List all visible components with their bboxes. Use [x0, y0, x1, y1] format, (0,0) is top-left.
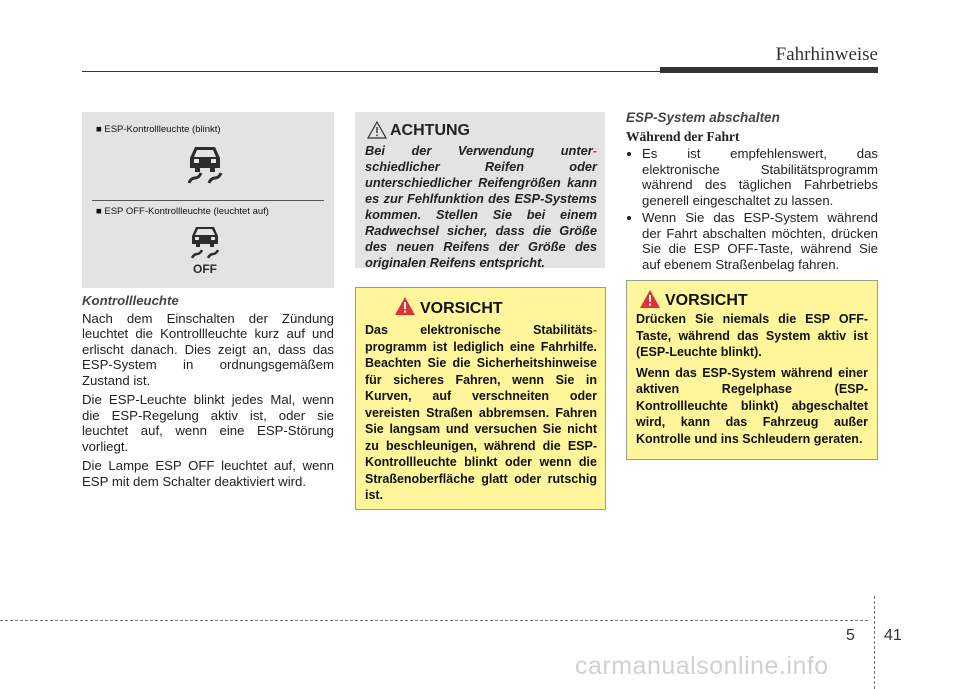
paragraph: Nach dem Einschalten der Zündung leuchtet die Kontrollleuchte kurz auf und erlischt danach. Dies zeigt an, dass das ESP-System in ordnungsgemäßem Zustand ist.: [82, 310, 334, 388]
watermark: carmanualsonline.info: [575, 652, 829, 680]
indicator-divider: [92, 200, 324, 201]
warning-triangle-icon: [639, 289, 661, 309]
esp-abschalten-section: [626, 110, 878, 274]
hyphen: -: [592, 143, 597, 158]
bullet-list: [626, 146, 878, 272]
esp-car-skid-icon: [183, 142, 227, 186]
waehrend-der-fahrt-heading: Während der Fahrt: [626, 128, 740, 144]
vorsicht-box-1: [355, 287, 606, 510]
esp-off-car-icon: [185, 224, 225, 260]
vorsicht-title: VORSICHT: [665, 292, 748, 309]
vorsicht-text-rest: programm ist lediglich eine Fahrhilfe. Beachten Sie die Sicherheitshinweise für sicheres Fahren, wenn Sie in Kurven, auf verschneiten oder vereisten Straßen abbremsen. Fahren Sie langsam und versuchen Sie nicht zu beschleunigen, während die ESP-Kontrollleuchte blinkt oder wenn die Straßenoberfläche glatt oder rutschig ist.: [365, 339, 597, 502]
hyphen: -: [592, 323, 597, 337]
vorsicht-paragraph: Wenn das ESP-System während einer aktiven Regelphase (ESP-Kontrollleuchte blinkt) abgeschaltet wird, kann das Fahrzeug außer Kontrolle und ins Schleudern geraten.: [636, 365, 868, 446]
page-number: 41: [884, 627, 902, 644]
vorsicht-box-2: [626, 280, 878, 460]
vorsicht-text: [636, 311, 868, 447]
warning-triangle-icon: [394, 296, 416, 316]
achtung-text-rest: schiedlicher Reifen oder unterschiedlicher Reifengrößen kann es zur Fehlfunktion des ESP-Systems kommen. Stellen Sie bei einem Radwechsel sicher, dass die Größe des neuen Reifens der Größe des originalen Reifens entspricht.: [365, 159, 597, 270]
kontrollleuchte-section: [82, 293, 334, 493]
page-header-title: Fahrhinweise: [775, 44, 878, 65]
footer-dashed-rule: [0, 620, 868, 621]
footer-vertical-rule: [874, 596, 875, 689]
achtung-text: [365, 143, 597, 271]
kontrollleuchte-heading: Kontrollleuchte: [82, 293, 179, 308]
chapter-number: 5: [846, 627, 855, 644]
paragraph: Die Lampe ESP OFF leuchtet auf, wenn ESP mit dem Schalter deaktiviert wird.: [82, 458, 334, 489]
header-rule-thick: [660, 67, 878, 73]
esp-off-label: ■ ESP OFF-Kontrollleuchte (leuchtet auf): [96, 206, 269, 217]
vorsicht-paragraph: Drücken Sie niemals die ESP OFF-Taste, während das System aktiv ist (ESP-Leuchte blinkt).: [636, 312, 868, 359]
list-item: • Es ist empfehlenswert, das elektronische Stabilitätsprogramm während des täglichen Fahrbetriebs generell eingeschaltet zu lassen.: [642, 146, 878, 208]
vorsicht-text: [365, 322, 597, 504]
vorsicht-text-start: Das elektronische Stabilitäts: [365, 323, 593, 337]
esp-blink-label: ■ ESP-Kontrollleuchte (blinkt): [96, 124, 221, 135]
achtung-title: ACHTUNG: [390, 122, 470, 139]
header-rule-thin: [82, 71, 660, 72]
vorsicht-title: VORSICHT: [420, 300, 503, 317]
indicator-box: [82, 112, 334, 288]
off-text: OFF: [193, 262, 217, 276]
achtung-box: [355, 112, 605, 268]
paragraph: Die ESP-Leuchte blinkt jedes Mal, wenn die ESP-Regelung aktiv ist, oder sie leuchtet auf, wenn eine ESP-Störung vorliegt.: [82, 392, 334, 454]
list-item: • Wenn Sie das ESP-System während der Fahrt abschalten möchten, drücken Sie die ESP OFF-Taste, während Sie auf ebenem Straßenbelag fahren.: [642, 210, 878, 272]
esp-abschalten-heading: ESP-System abschalten: [626, 110, 780, 125]
warning-triangle-icon: [367, 120, 387, 140]
achtung-text-start: Bei der Verwendung unter: [365, 143, 593, 158]
